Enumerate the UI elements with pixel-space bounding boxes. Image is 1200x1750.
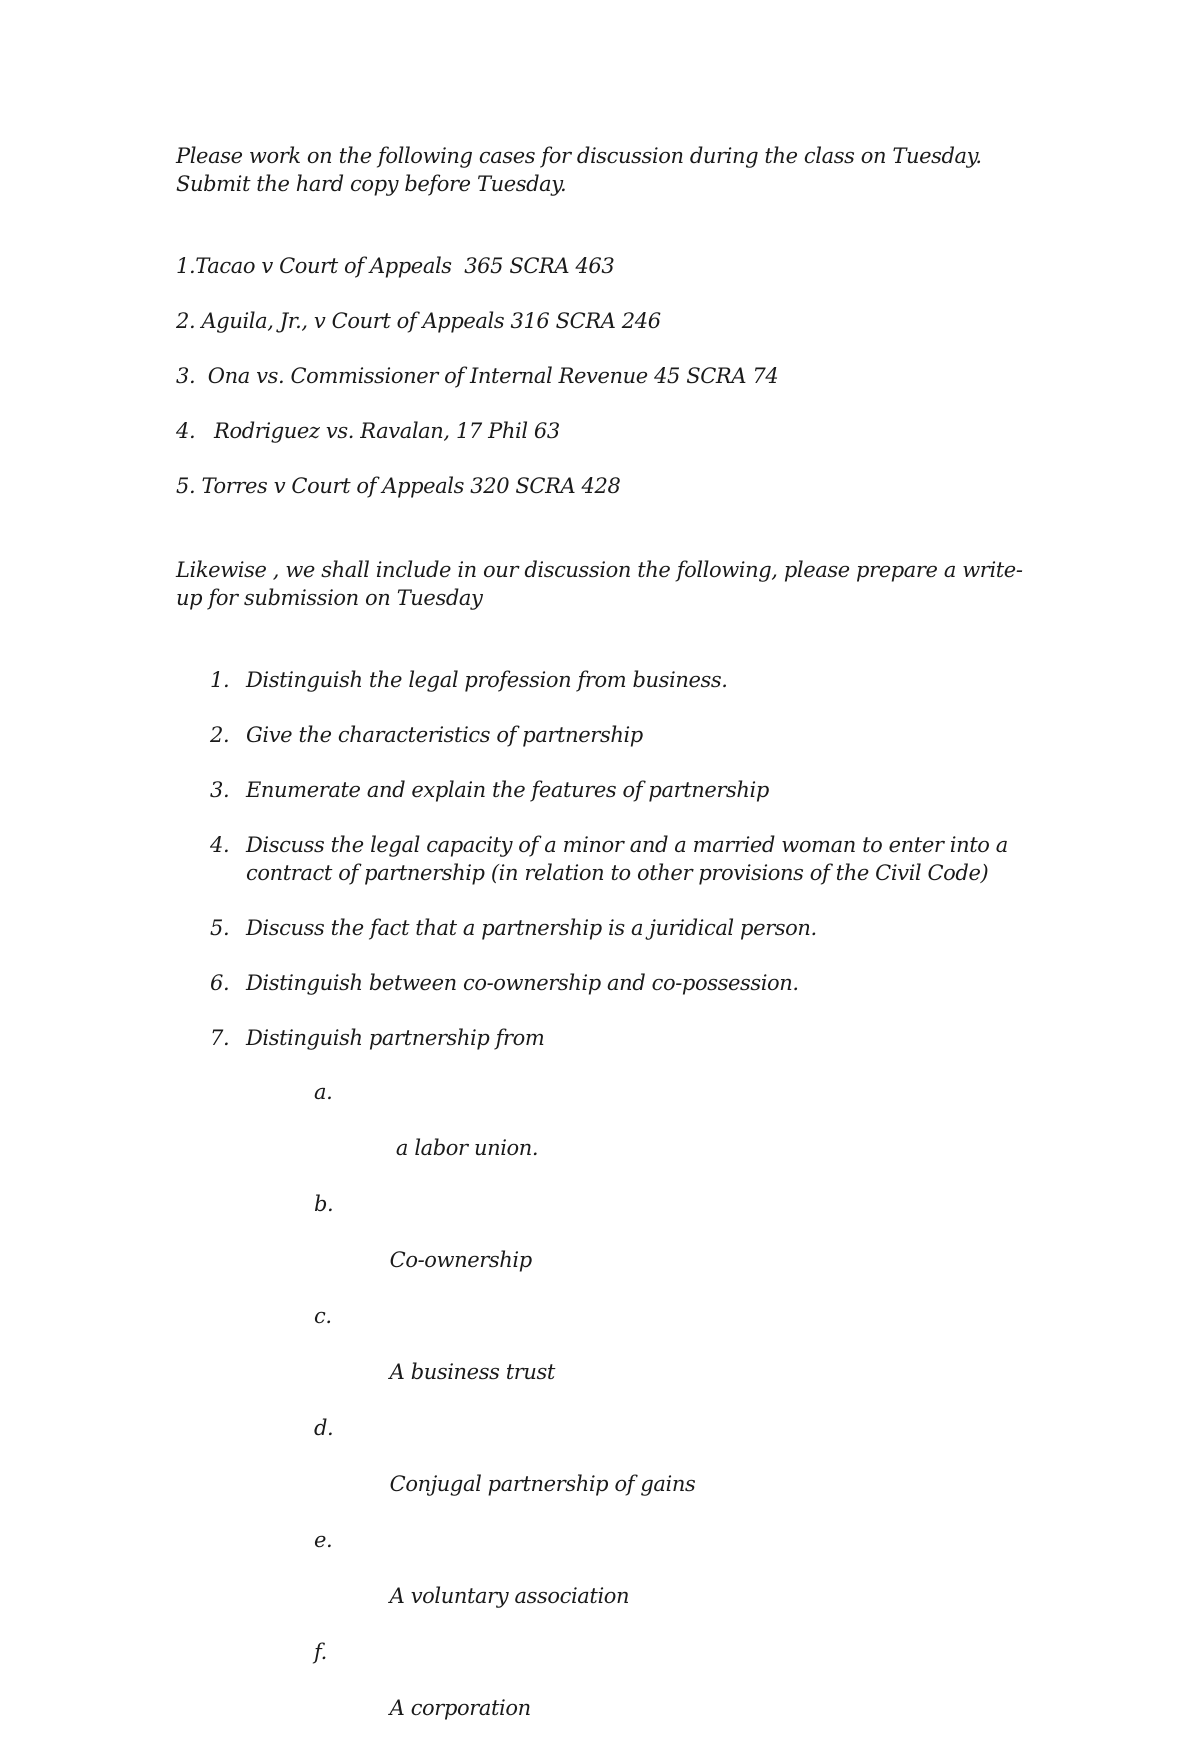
sub-item	[314, 1638, 695, 1750]
case-item: 3. Ona vs. Commissioner of Internal Revenue 45 SCRA 74	[176, 364, 779, 388]
sub-item	[314, 1190, 695, 1302]
sub-item-letter: a.	[314, 1080, 333, 1104]
task-item	[210, 776, 1010, 804]
case-list	[176, 252, 778, 527]
case-item: 5. Torres v Court of Appeals 320 SCRA 428	[176, 474, 621, 498]
case-item: 1.Tacao v Court of Appeals 365 SCRA 463	[176, 254, 615, 278]
sub-item	[314, 1414, 695, 1526]
sub-item-text: A corporation	[389, 1696, 531, 1720]
case-item: 4. Rodriguez vs. Ravalan, 17 Phil 63	[176, 419, 560, 443]
task-text: Distinguish partnership from	[246, 1026, 545, 1050]
task-list	[210, 666, 1010, 1079]
task-text: Enumerate and explain the features of partnership	[246, 778, 769, 802]
task-item	[210, 914, 1010, 942]
sub-item-letter: d.	[314, 1416, 334, 1440]
task-text: Discuss the fact that a partnership is a juridical person.	[246, 916, 817, 940]
sub-item-letter: f.	[314, 1640, 327, 1664]
task-number: 6.	[210, 971, 230, 995]
task-text: Distinguish between co-ownership and co-possession.	[246, 971, 799, 995]
sub-item-letter: b.	[314, 1192, 334, 1216]
task-item	[210, 721, 1010, 749]
sub-item-text: A business trust	[389, 1360, 555, 1384]
task-text: Discuss the legal capacity of a minor and a married woman to enter into a contract of partnership (in relation to other provisions of the Civil Code)	[246, 833, 1008, 885]
intro-paragraph: Please work on the following cases for discussion during the class on Tuesday. Submit the hard copy before Tuesday.	[176, 144, 982, 196]
task-text: Distinguish the legal profession from business.	[246, 668, 728, 692]
task-item	[210, 1024, 1010, 1052]
sub-item-text: Co-ownership	[389, 1248, 532, 1272]
task-number: 4.	[210, 833, 230, 857]
task-number: 5.	[210, 916, 230, 940]
task-number: 2.	[210, 723, 230, 747]
task-number: 1.	[210, 668, 230, 692]
task-number: 7.	[210, 1026, 230, 1050]
sub-item-letter: c.	[314, 1304, 332, 1328]
likewise-paragraph: Likewise , we shall include in our discussion the following, please prepare a write-up for submission on Tuesday	[176, 558, 1023, 610]
sub-item-text: a labor union.	[389, 1136, 539, 1160]
sub-item	[314, 1302, 695, 1414]
sub-item-list	[314, 1078, 695, 1750]
sub-item-text: A voluntary association	[389, 1584, 630, 1608]
sub-item	[314, 1526, 695, 1638]
task-text: Give the characteristics of partnership	[246, 723, 643, 747]
sub-item-letter: e.	[314, 1528, 333, 1552]
task-item	[210, 666, 1010, 694]
task-item	[210, 831, 1010, 887]
task-item	[210, 969, 1010, 997]
task-number: 3.	[210, 778, 230, 802]
sub-item	[314, 1078, 695, 1190]
case-item: 2. Aguila, Jr., v Court of Appeals 316 SCRA 246	[176, 309, 661, 333]
sub-item-text: Conjugal partnership of gains	[389, 1472, 696, 1496]
